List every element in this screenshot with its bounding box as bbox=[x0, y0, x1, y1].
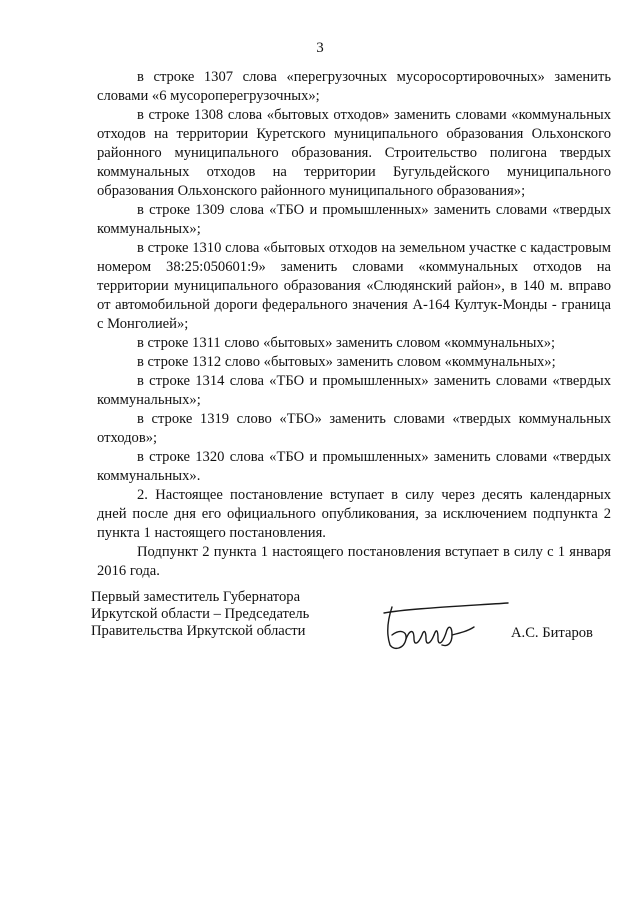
paragraph-line-1311: в строке 1311 слово «бытовых» заменить словом «коммунальных»; bbox=[137, 335, 556, 351]
document-body bbox=[97, 68, 611, 581]
signer-title-line-1: Первый заместитель Губернатора bbox=[91, 589, 301, 605]
paragraph-line-1320: в строке 1320 слова «ТБО и промышленных» заменить словами «твердых коммунальных». bbox=[97, 449, 611, 484]
paragraph-line-1308: в строке 1308 слова «бытовых отходов» заменить словами «коммунальных отходов на территории Куретского муниципального образования Ольхонского районного муниципального образования. Строительство полигона твердых коммунальных отходов на территории Бугульдейского муниципального образования Ольхонского районного муниципального образования»; bbox=[97, 107, 611, 199]
signature-block bbox=[91, 589, 611, 669]
paragraph-line-1309: в строке 1309 слова «ТБО и промышленных» заменить словами «твердых коммунальных»; bbox=[97, 202, 611, 237]
paragraph-line-1310: в строке 1310 слова «бытовых отходов на земельном участке с кадастровым номером 38:25:050601:9» заменить словами «коммунальных отходов на территории муниципального образования «Слюдянский район», в 140 м. вправо от автомобильной дороги федерального значения А-164 Култук-Монды - граница с Монголией»; bbox=[97, 240, 611, 332]
handwritten-signature bbox=[376, 589, 516, 659]
paragraph-effective-date: Подпункт 2 пункта 1 настоящего постановления вступает в силу с 1 января 2016 года. bbox=[97, 544, 611, 579]
signer-title bbox=[91, 589, 309, 640]
paragraph-line-1319: в строке 1319 слово «ТБО» заменить словами «твердых коммунальных отходов»; bbox=[97, 411, 611, 446]
signer-name: А.С. Битаров bbox=[511, 625, 593, 641]
paragraph-line-1307: в строке 1307 слова «перегрузочных мусоросортировочных» заменить словами «6 мусороперегрузочных»; bbox=[97, 69, 611, 104]
signer-title-line-2: Иркутской области – Председатель bbox=[91, 606, 310, 622]
paragraph-line-1314: в строке 1314 слова «ТБО и промышленных» заменить словами «твердых коммунальных»; bbox=[97, 373, 611, 408]
page-number: 3 bbox=[316, 40, 324, 56]
paragraph-item-2: 2. Настоящее постановление вступает в силу через десять календарных дней после дня его официального опубликования, за исключением подпункта 2 пункта 1 настоящего постановления. bbox=[97, 487, 611, 541]
signer-title-line-3: Правительства Иркутской области bbox=[91, 623, 306, 639]
paragraph-line-1312: в строке 1312 слово «бытовых» заменить словом «коммунальных»; bbox=[137, 354, 556, 370]
